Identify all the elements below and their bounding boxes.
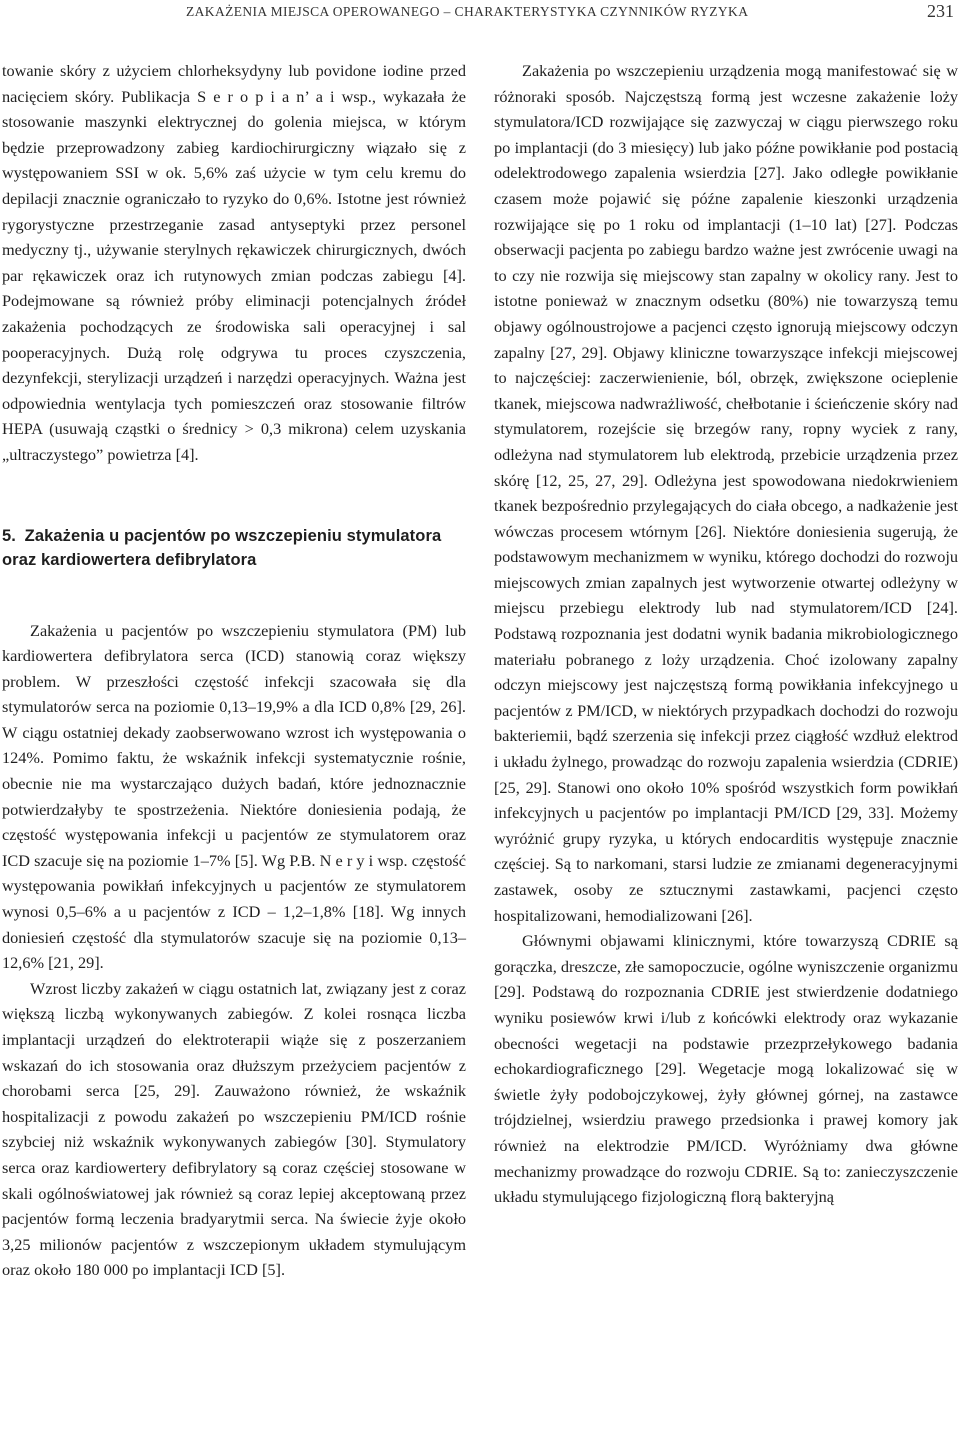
page-number: 231	[927, 1, 954, 21]
body-paragraph: towanie skóry z użyciem chlorheksydyny lub povidone iodine przed nacięciem skóry. Publikacja S e r o p i a n’ a i wsp., wykazała że stosowanie maszynki elektrycznej do golenia miejsca, w którym będzie przeprowadzony zabieg kardiochirurgiczny wiązało się z występowaniem SSI w ok. 5,6% zaś użycie w tym celu kremu do depilacji znacznie ograniczało to ryzyko do 0,6%. Istotne jest również rygorystyczne przestrzeganie zasad antyseptyki przez personel medyczny tj., używanie sterylnych rękawiczek chirurgicznych, dwóch par rękawiczek oraz ich rutynowych zmian podczas zabiegu [4]. Podejmowane są również próby eliminacji potencjalnych źródeł zakażenia pochodzących ze środowiska sali operacyjnej i sal pooperacyjnych. Dużą rolę odgrywa tu proces czyszczenia, dezynfekcji, sterylizacji urządzeń i narzędzi operacyjnych. Ważna jest odpowiednia wentylacja tych pomieszczeń oraz stosowanie filtrów HEPA (usuwają cząstki o średnicy > 0,3 mikrona) celem uzyskania „ultraczystego” powietrza [4].	[2, 61, 466, 464]
body-paragraph: Wzrost liczby zakażeń w ciągu ostatnich lat, związany jest z coraz większą liczbą wykonywanych zabiegów. Z kolei rosnąca liczba implantacji urządzeń do elektroterapii wiąże się z poszerzaniem wskazań do ich stosowania oraz dłuższym przeżyciem pacjentów z chorobami serca [25, 29]. Zauważono również, że wskaźnik hospitalizacji z powodu zakażeń po wszczepieniu PM/ICD rośnie szybciej niż wskaźnik wykonywanych zabiegów [30]. Stymulatory serca oraz kardiowertery defibrylatory są coraz częściej stosowane w skali ogólnoświatowej jak również są coraz lepiej akceptowaną przez pacjentów formą leczenia bradyarytmii serca. Na świecie żyje około 3,25 milionów pacjentów z wszczepionym układem stymulującym oraz około 180 000 po implantacji ICD [5].	[2, 978, 466, 1280]
right-column	[494, 58, 958, 1210]
section-title: Zakażenia u pacjentów po wszczepieniu stymulatora oraz kardiowertera defibrylatora	[2, 526, 442, 569]
running-title: ZAKAŻENIA MIEJSCA OPEROWANEGO – CHARAKTERYSTYKA CZYNNIKÓW RYZYKA	[186, 4, 749, 19]
body-paragraph: Zakażenia u pacjentów po wszczepieniu stymulatora (PM) lub kardiowertera defibrylatora serca (ICD) stanowią coraz większy problem. W przeszłości częstość infekcji szacowała się dla stymulatorów serca na poziomie 0,13–19,9% a dla ICD 0,8% [29, 26]. W ciągu ostatniej dekady zaobserwowano wzrost ich występowania o 124%. Pomimo faktu, że wskaźnik infekcji systematycznie rośnie, obecnie nie ma wystarczająco dużych badań, które jednoznacznie potwierdzałyby te spostrzeżenia. Niektóre doniesienia podają, że częstość występowania infekcji u pacjentów ze stymulatorem oraz ICD szacuje się na poziomie 1–7% [5]. Wg P.B. N e r y i wsp. częstość występowania powikłań infekcyjnych u pacjentów ze stymulatorem wynosi 0,5–6% a u pacjentów z ICD – 1,2–1,8% [18]. Wg innych doniesień częstość dla stymulatorów szacuje się na poziomie 0,13–12,6% [21, 29].	[2, 620, 466, 973]
body-paragraph: Zakażenia po wszczepieniu urządzenia mogą manifestować się w różnoraki sposób. Najczęstszą formą jest wczesne zakażenie loży stymulatora/ICD rozwijające się zazwyczaj w ciągu pierwszego roku po implantacji (do 3 miesięcy) lub jako późne powikłanie pod postacią odelektrodowego zapalenia wsierdzia [27]. Jako odległe powikłanie czasem może pojawić się późne zapalenie kieszonki urządzenia rozwijające się po 1 roku od implantacji (1–10 lat) [27]. Podczas obserwacji pacjenta po zabiegu bardzo ważne jest zwrócenie uwagi na to czy nie rozwija się miejscowy stan zapalny w okolicy rany. Jest to istotne ponieważ w znacznym odsetku (80%) nie towarzyszą temu objawy ogólnoustrojowe a pacjenci często ignorują miejscowy odczyn zapalny [27, 29]. Objawy kliniczne towarzyszące infekcji miejscowej to najczęściej: zaczerwienienie, ból, obrzęk, zwiększone ocieplenie tkanek, miejscowa nadwrażliwość, chełbotanie i ścieńczenie skóry nad stymulatorem, rozejście się brzegów rany, ropny wyciek z rany, odleżyna nad stymulatorem lub elektrodą, przebicie urządzenia przez skórę [12, 25, 27, 29]. Odleżyna jest spowodowana niedokrwieniem tkanek bezpośrednio przylegających do ciała obcego, a nadkażenie jest wówczas procesem wtórnym [26]. Niektóre doniesienia sugerują, że podstawowym mechanizmem w wyniku, którego dochodzi do rozwoju miejscowych zmian zapalnych jest wytworzenie otwartej odleżyny w miejscu przebiegu elektrody lub nad stymulatorem/ICD [24]. Podstawą rozpoznania jest dodatni wynik badania mikrobiologicznego materiału pobranego z loży urządzenia. Choć izolowany zapalny odczyn miejscowy jest najczęstszą formą powikłania infekcyjnego u pacjentów z PM/ICD, w niektórych przypadkach dochodzi do rozwoju bakteriemii, bądź szerzenia się infekcji przez ciągłość wzdłuż elektrod i układu żylnego, prowadząc do rozwoju zapalenia wsierdzia (CDRIE) [25, 29]. Stanowi ono około 10% spośród wszystkich form powikłań infekcyjnych u pacjentów po implantacji PM/ICD [29, 33]. Możemy wyróżnić grupy ryzyka, u których endocarditis występuje znacznie częściej. Są to narkomani, starsi ludzie ze zmianami degeneracyjnymi zastawek, osoby ze sztucznymi zastawkami, pacjenci często hospitalizowani, hemodializowani [26].	[494, 61, 958, 925]
left-column	[2, 58, 466, 1283]
body-paragraph: Głównymi objawami klinicznymi, które towarzyszą CDRIE są gorączka, dreszcze, złe samopoczucie, ogólne wyniszczenie organizmu [29]. Podstawą do rozpoznania CDRIE jest stwierdzenie dodatniego wyniku posiewów krwi i/lub z końcówki elektrody oraz wykazanie obecności wegetacji na podstawie przezprzełykowego badania echokardiograficznego [29]. Wegetacje mogą lokalizować się w świetle żyły podobojczykowej, żyły głównej górnej, na zastawce trójdzielnej, wsierdziu prawego przedsionka i prawej komory jak również na elektrodzie PM/ICD. Wyróżniamy dwa główne mechanizmy prowadzące do rozwoju CDRIE. Są to: zanieczyszczenie układu stymulującego fizjologiczną florą bakteryjną	[494, 931, 958, 1207]
section-number: 5.	[2, 526, 16, 545]
page-header	[0, 0, 960, 30]
section-heading	[2, 524, 466, 572]
